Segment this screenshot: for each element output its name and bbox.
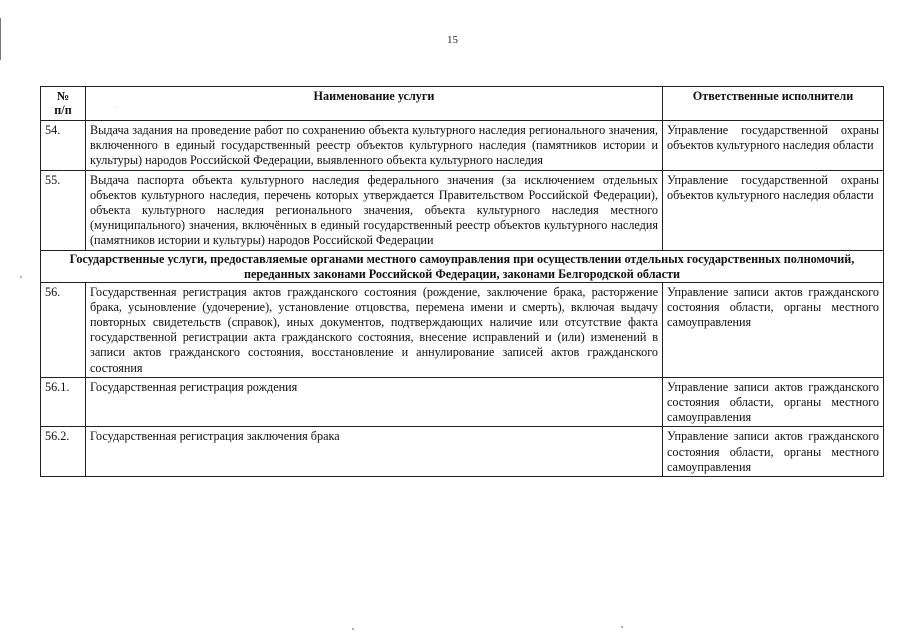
service-name: Государственная регистрация рождения bbox=[86, 377, 663, 427]
page-number: 15 bbox=[447, 34, 458, 46]
column-header-service-name-label: Наименование услуги bbox=[313, 89, 435, 103]
scan-artifact-dot bbox=[20, 276, 22, 278]
row-number: 54. bbox=[41, 121, 86, 171]
column-header-number bbox=[41, 87, 86, 121]
column-header-number-abbr: п/п bbox=[54, 103, 72, 117]
row-number: 56. bbox=[41, 282, 86, 377]
responsible-executor: Управление записи актов гражданского состояния области, органы местного самоуправления bbox=[663, 377, 884, 427]
table-row bbox=[41, 170, 884, 250]
responsible-executor: Управление государственной охраны объектов культурного наследия области bbox=[663, 121, 884, 171]
table-row bbox=[41, 121, 884, 171]
services-table bbox=[40, 86, 884, 477]
row-number: 56.2. bbox=[41, 427, 86, 477]
service-name: Выдача задания на проведение работ по сохранению объекта культурного наследия регионального значения, включенного в единый государственный реестр объектов культурного наследия (памятников истории и культуры) народов Российской Федерации, выявленного объекта культурного наследия bbox=[86, 121, 663, 171]
service-name: Государственная регистрация актов гражданского состояния (рождение, заключение брака, расторжение брака, усыновление (удочерение), установление отцовства, перемена имени и смерть), включая выдачу повторных свидетельств (справок), иных документов, подтверждающих наличие или отсутствие факта государственной регистрации акта гражданского состояния, внесение исправлений и (или) изменений в записи актов гражданского состояния, восстановление и аннулирование записей актов гражданского состояния bbox=[86, 282, 663, 377]
scan-artifact-dot bbox=[352, 628, 354, 630]
service-name: Выдача паспорта объекта культурного наследия федерального значения (за исключением отдельных объектов культурного наследия, перечень которых утверждается Правительством Российской Федерации), объекта культурного наследия регионального значения, объекта культурного наследия местного (муниципального) значения, включённых в единый государственный реестр объектов культурного наследия (памятников истории и культуры) народов Российской Федерации bbox=[86, 170, 663, 250]
table-row bbox=[41, 377, 884, 427]
section-heading: Государственные услуги, предоставляемые органами местного самоуправления при осуществлении отдельных государственных полномочий, переданных законами Российской Федерации, законами Белгородской области bbox=[41, 250, 884, 282]
column-header-service-name bbox=[86, 87, 663, 121]
responsible-executor: Управление записи актов гражданского состояния области, органы местного самоуправления bbox=[663, 282, 884, 377]
service-name: Государственная регистрация заключения брака bbox=[86, 427, 663, 477]
responsible-executor: Управление государственной охраны объектов культурного наследия области bbox=[663, 170, 884, 250]
row-number: 55. bbox=[41, 170, 86, 250]
responsible-executor: Управление записи актов гражданского состояния области, органы местного самоуправления bbox=[663, 427, 884, 477]
scan-artifact-dot bbox=[621, 626, 623, 628]
table-row bbox=[41, 282, 884, 377]
table-row bbox=[41, 427, 884, 477]
column-header-responsible: Ответственные исполнители bbox=[663, 87, 884, 121]
row-number: 56.1. bbox=[41, 377, 86, 427]
table-header-row bbox=[41, 87, 884, 121]
column-header-number-symbol: № bbox=[56, 89, 70, 103]
section-heading-row bbox=[41, 250, 884, 282]
scan-artifact-mark: . bbox=[116, 104, 118, 110]
